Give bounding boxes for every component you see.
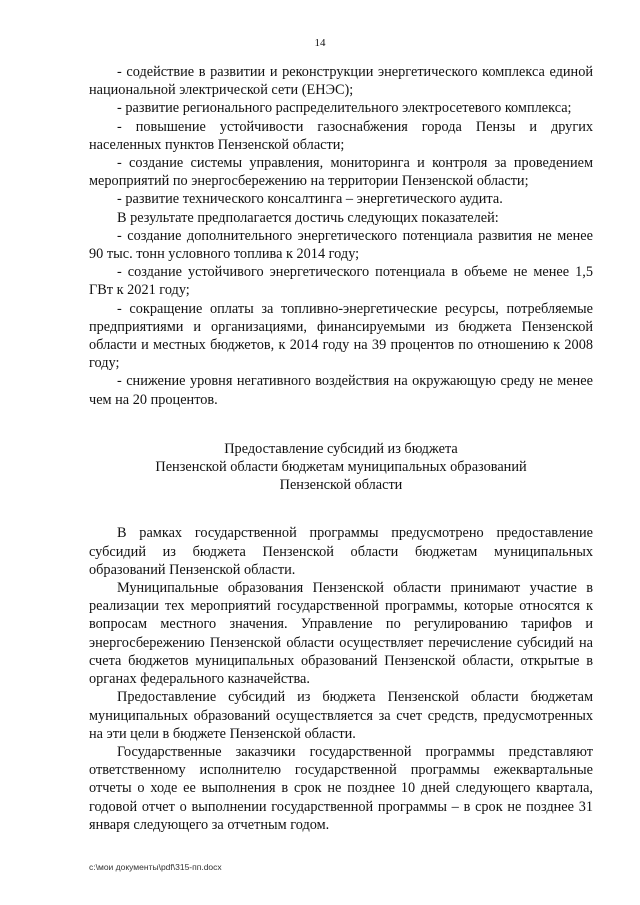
results-intro: В результате предполагается достичь следующих показателей: xyxy=(117,209,499,226)
result-item: - сокращение оплаты за топливно-энергетические ресурсы, потребляемые предприятиями и организациями, финансируемыми из бюджета Пензенской области и местных бюджетов, к 2014 году на 39 процентов по отношению к 2008 году; xyxy=(89,300,593,372)
body-paragraph: Государственные заказчики государственной программы представляют ответственному исполнителю государственной программы ежеквартальные отчеты о ходе ее выполнения в срок не позднее 10 дней следующего квартала, годовой отчет о выполнении государственной программы – в срок не позднее 31 января следующего за отчетным годом. xyxy=(89,743,593,833)
page-number: 14 xyxy=(314,37,326,49)
section-heading xyxy=(89,440,593,495)
body-paragraph: В рамках государственной программы предусмотрено предоставление субсидий из бюджета Пензенской области бюджетам муниципальных образований Пензенской области. xyxy=(89,525,593,578)
bullet-item: - создание системы управления, мониторинга и контроля за проведением мероприятий по энергосбережению на территории Пензенской области; xyxy=(89,155,593,190)
result-item: - создание устойчивого энергетического потенциала в объеме не менее 1,5 ГВт к 2021 году; xyxy=(89,264,593,299)
bullet-item: - содействие в развитии и реконструкции энергетического комплекса единой национальной электрической сети (ЕНЭС); xyxy=(89,64,593,99)
body-paragraph: Предоставление субсидий из бюджета Пензенской области бюджетам муниципальных образований осуществляется за счет средств, предусмотренных на эти цели в бюджете Пензенской области. xyxy=(89,689,593,742)
section-heading-line: Пензенской области бюджетам муниципальных образований xyxy=(155,459,527,476)
footer-file-path: c:\мои документы\pdf\315-пп.docx xyxy=(89,862,222,872)
body-paragraph: Муниципальные образования Пензенской области принимают участие в реализации тех мероприятий государственной программы, которые относятся к вопросам местного значения. Управление по регулированию тарифов и энергосбережению Пензенской области осуществляет перечисление субсидий на счета бюджетов муниципальных образований Пензенской области, открытые в органах федерального казначейства. xyxy=(89,580,593,688)
section-heading-line: Предоставление субсидий из бюджета xyxy=(224,440,458,457)
document-body xyxy=(89,63,593,834)
bullet-item: - повышение устойчивости газоснабжения города Пензы и других населенных пунктов Пензенской области; xyxy=(89,118,593,153)
bullet-item: - развитие технического консалтинга – энергетического аудита. xyxy=(117,191,503,208)
section-heading-line: Пензенской области xyxy=(279,477,403,494)
bullet-item: - развитие регионального распределительного электросетевого комплекса; xyxy=(117,100,572,117)
result-item: - снижение уровня негативного воздействия на окружающую среду не менее чем на 20 процентов. xyxy=(89,373,593,408)
result-item: - создание дополнительного энергетического потенциала развития не менее 90 тыс. тонн условного топлива к 2014 году; xyxy=(89,227,593,263)
